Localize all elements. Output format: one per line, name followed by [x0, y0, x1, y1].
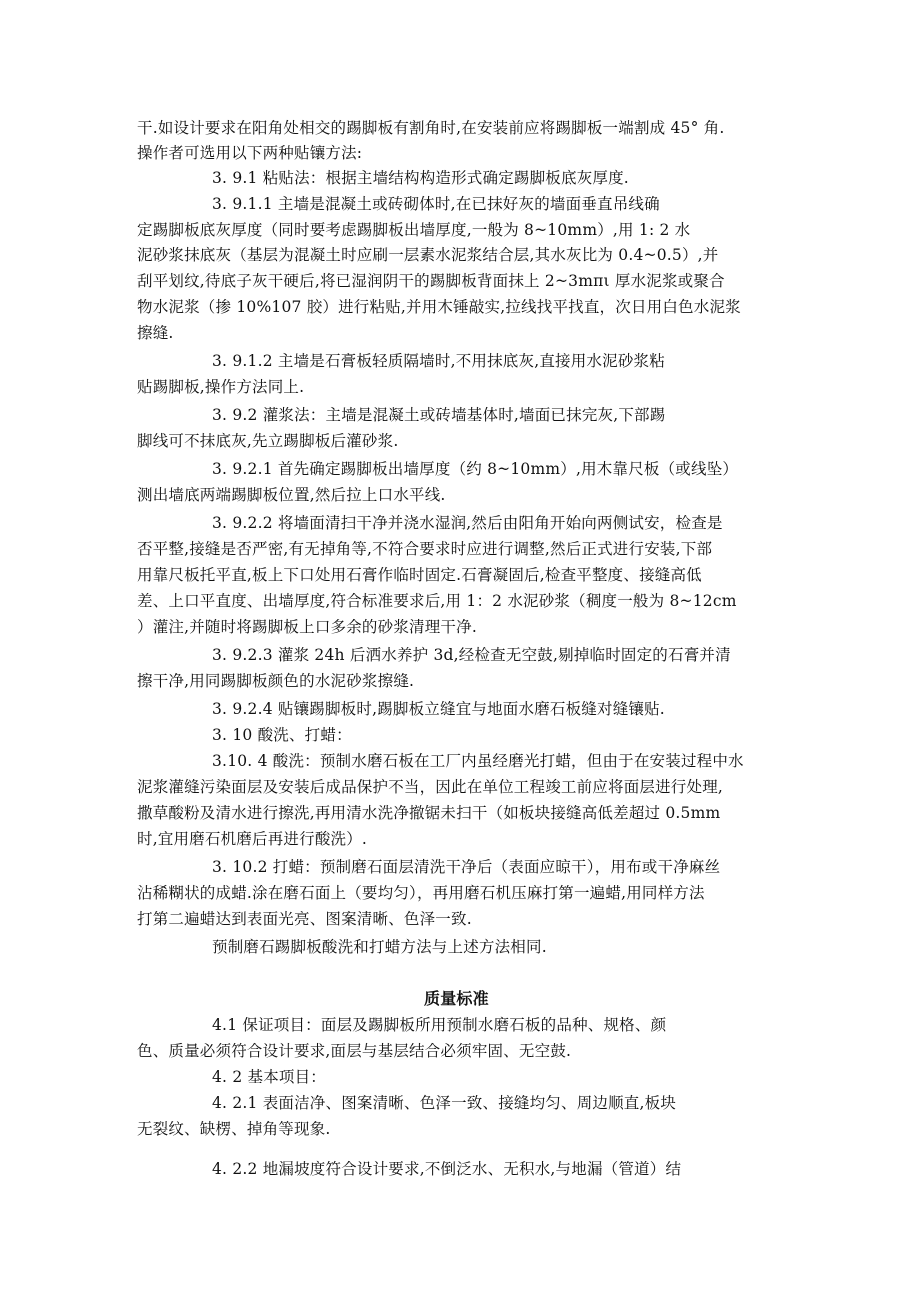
- text-line: 4. 2.1 表面洁净、图案清晰、色泽一致、接缝均匀、周边顺直,板块: [212, 1094, 677, 1112]
- text-line: 刮平划纹,待底子灰干硬后,将已湿润阴干的踢脚板背面抹上 2~3mπι 厚水泥浆或聚合: [137, 272, 725, 290]
- text-line: 3. 9.1.1 主墙是混凝土或砖砌体时,在已抹好灰的墙面垂直吊线确: [212, 195, 660, 213]
- text-line: 4. 2.2 地漏坡度符合设计要求,不倒泛水、无积水,与地漏（管道）结: [212, 1160, 682, 1178]
- text-line: 干.如设计要求在阳角处相交的踢脚板有割角时,在安装前应将踢脚板一端割成 45° 角.: [137, 119, 725, 137]
- text-line: 泥砂浆抹底灰（基层为混凝土时应刷一层素水泥浆结合层,其水灰比为 0.4~0.5）,并: [137, 246, 719, 264]
- text-line: 贴踢脚板,操作方法同上.: [137, 378, 305, 396]
- text-line: 色、质量必须符合设计要求,面层与基层结合必须牢固、无空鼓.: [137, 1042, 572, 1060]
- text-line: 4. 2 基本项目：: [212, 1068, 327, 1086]
- text-line: 无裂纹、缺楞、掉角等现象.: [137, 1120, 331, 1138]
- text-line: 擦干净,用同踢脚板颜色的水泥砂浆擦缝.: [137, 672, 415, 690]
- text-line: 差、上口平直度、出墙厚度,符合标准要求后,用 1：2 水泥砂浆（稠度一般为 8~12cm: [137, 592, 737, 610]
- text-line: 3. 9.2.2 将墙面清扫干净并浇水湿润,然后由阳角开始向两侧试安，检查是: [212, 514, 723, 532]
- text-line: 3. 9.1.2 主墙是石膏板轻质隔墙时,不用抹底灰,直接用水泥砂浆粘: [212, 352, 665, 370]
- text-line: 3. 9.2.1 首先确定踢脚板出墙厚度（约 8~10mm）,用木靠尺板（或线坠）: [212, 460, 739, 478]
- text-line: 3. 10.2 打蜡：预制磨石面层清洗干净后（表面应晾干），用布或干净麻丝: [212, 858, 721, 876]
- text-line: ）灌注,并随时将踢脚板上口多余的砂浆清理干净.: [137, 618, 477, 636]
- text-line: 打第二遍蜡达到表面光亮、图案清晰、色泽一致.: [137, 910, 472, 928]
- text-line: 3. 9.2.3 灌浆 24h 后洒水养护 3d,经检查无空鼓,剔掉临时固定的石膏并清: [212, 646, 731, 664]
- text-line: 擦缝.: [137, 324, 174, 342]
- section-heading: 质量标准: [424, 989, 489, 1008]
- text-line: 脚线可不抹底灰,先立踢脚板后灌砂浆.: [137, 432, 399, 450]
- text-line: 沾稀糊状的成蜡.涂在磨石面上（要均匀），再用磨石机压麻打第一遍蜡,用同样方法: [137, 884, 705, 902]
- text-line: 预制磨石踢脚板酸洗和打蜡方法与上述方法相同.: [212, 938, 547, 956]
- text-line: 3. 9.2.4 贴镶踢脚板时,踢脚板立缝宜与地面水磨石板缝对缝镶贴.: [212, 700, 665, 718]
- text-line: 撒草酸粉及清水进行擦洗,再用清水洗净撤锯未扫干（如板块接缝高低差超过 0.5mm: [137, 804, 721, 822]
- text-line: 3. 9.2 灌浆法：主墙是混凝土或砖墙基体时,墙面已抹完灰,下部踢: [212, 406, 666, 424]
- text-line: 3. 10 酸洗、打蜡：: [212, 726, 352, 744]
- text-line: 4.1 保证项目：面层及踢脚板所用预制水磨石板的品种、规格、颜: [212, 1016, 667, 1034]
- text-line: 泥浆灌缝污染面层及安装后成品保护不当，因此在单位工程竣工前应将面层进行处理,: [137, 778, 724, 796]
- text-line: 时,宜用磨石机磨后再进行酸洗）.: [137, 830, 368, 848]
- text-line: 3.10. 4 酸洗：预制水磨石板在工厂内虽经磨光打蜡，但由于在安装过程中水: [212, 752, 744, 770]
- text-line: 物水泥浆（掺 10%107 胶）进行粘贴,并用木锤敲实,拉线找平找直，次日用白色水泥浆: [137, 298, 741, 316]
- text-line: 操作者可选用以下两种贴镶方法:: [137, 144, 363, 162]
- text-line: 3. 9.1 粘贴法：根据主墙结构构造形式确定踢脚板底灰厚度.: [212, 169, 629, 187]
- text-line: 测出墙底两端踢脚板位置,然后拉上口水平线.: [137, 486, 446, 504]
- text-line: 否平整,接缝是否严密,有无掉角等,不符合要求时应进行调整,然后正式进行安装,下部: [137, 540, 713, 558]
- text-line: 定踢脚板底灰厚度（同时要考虑踢脚板出墙厚度,一般为 8~10mm）,用 1: 2 水: [137, 221, 691, 239]
- text-line: 用靠尺板托平直,板上下口处用石膏作临时固定.石膏凝固后,检查平整度、接缝高低: [137, 566, 702, 584]
